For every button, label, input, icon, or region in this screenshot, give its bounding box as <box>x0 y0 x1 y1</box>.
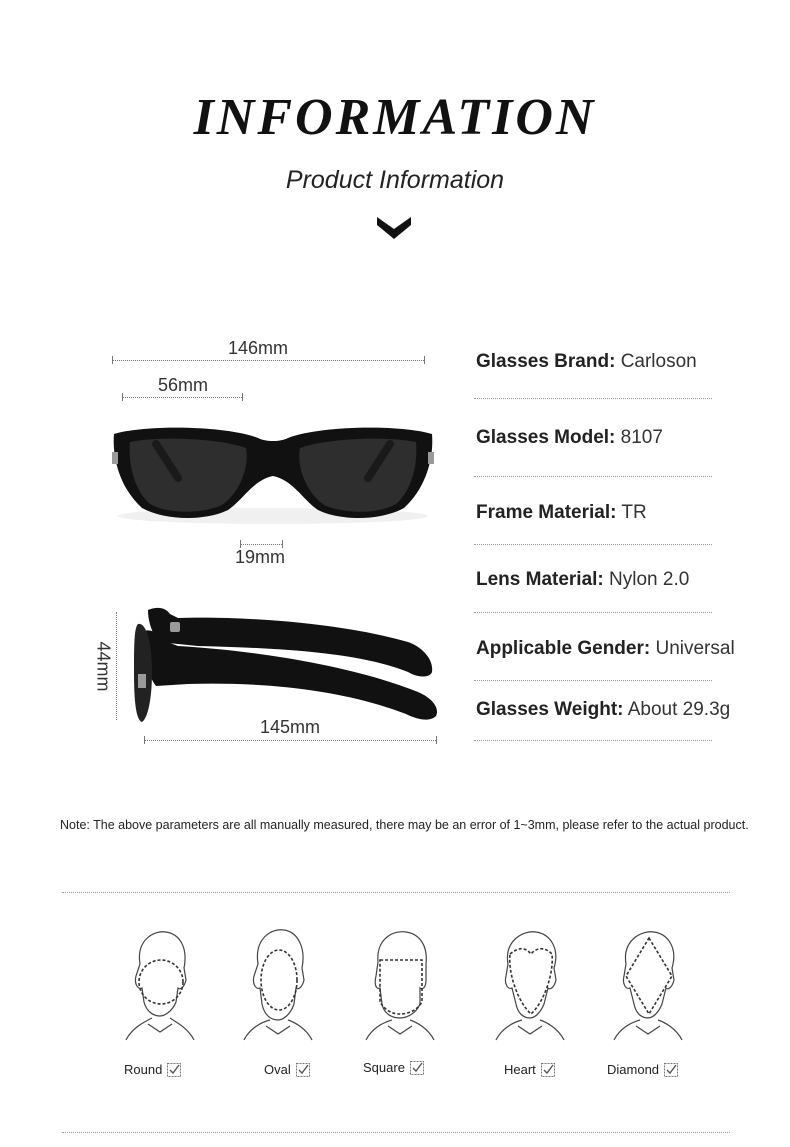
spec-frame-material <box>476 502 726 524</box>
check-icon <box>664 1063 678 1077</box>
round-face-icon <box>118 924 202 1042</box>
spec-divider <box>474 544 712 545</box>
page-title: INFORMATION <box>193 89 597 146</box>
lens-width-line <box>122 397 242 398</box>
section-divider <box>62 892 730 893</box>
face-label-square <box>363 1060 424 1075</box>
spec-value: TR <box>621 502 647 523</box>
face-shape-label: Oval <box>264 1062 291 1077</box>
spec-brand <box>476 351 726 373</box>
check-icon <box>541 1063 555 1077</box>
spec-key: Lens Material: <box>476 569 604 590</box>
face-label-diamond <box>607 1062 678 1077</box>
temple-length-label: 145mm <box>260 717 321 737</box>
lens-width-label: 56mm <box>158 375 209 395</box>
dim-tick <box>436 736 437 744</box>
spec-key: Glasses Weight: <box>476 699 624 720</box>
face-label-oval <box>264 1062 310 1077</box>
diamond-face-icon <box>606 924 690 1042</box>
face-shape-label: Square <box>363 1060 405 1075</box>
oval-face-icon <box>236 924 320 1042</box>
lens-height-line <box>116 612 117 720</box>
check-icon <box>410 1061 424 1075</box>
glasses-front-image <box>108 418 438 528</box>
spec-model <box>476 427 726 449</box>
heart-face-icon <box>488 924 572 1042</box>
spec-divider <box>474 476 712 477</box>
face-label-heart <box>504 1062 555 1077</box>
spec-key: Frame Material: <box>476 502 617 523</box>
bridge-line <box>240 544 282 545</box>
dim-tick <box>122 393 123 401</box>
dim-tick <box>424 356 425 364</box>
bridge-label: 19mm <box>235 547 286 567</box>
face-label-round <box>124 1062 181 1077</box>
measurement-note: Note: The above parameters are all manually measured, there may be an error of 1~3mm, please refer to the actual product. <box>60 818 749 832</box>
spec-value: About 29.3g <box>627 699 731 720</box>
temple-length-line <box>144 740 436 741</box>
spec-value: Carloson <box>620 351 697 372</box>
spec-key: Glasses Model: <box>476 427 616 448</box>
spec-lens-material <box>476 569 726 591</box>
total-width-line <box>112 360 424 361</box>
spec-weight <box>476 699 731 721</box>
chevron-down-icon <box>377 214 411 240</box>
face-shape-label: Heart <box>504 1062 536 1077</box>
page-subtitle: Product Information <box>285 166 505 194</box>
dim-tick <box>112 356 113 364</box>
dim-tick <box>242 393 243 401</box>
check-icon <box>167 1063 181 1077</box>
total-width-label: 146mm <box>228 338 289 358</box>
square-face-icon <box>358 924 442 1042</box>
glasses-side-image <box>118 602 448 727</box>
spec-divider <box>474 612 712 613</box>
spec-value: Nylon 2.0 <box>609 569 690 590</box>
spec-value: 8107 <box>620 427 663 448</box>
face-shape-label: Diamond <box>607 1062 660 1077</box>
spec-divider <box>474 740 712 741</box>
spec-key: Applicable Gender: <box>476 638 651 659</box>
spec-divider <box>474 680 712 681</box>
check-icon <box>296 1063 310 1077</box>
spec-divider <box>474 398 712 399</box>
dim-tick <box>144 736 145 744</box>
spec-key: Glasses Brand: <box>476 351 616 372</box>
lens-height-label: 44mm <box>93 641 114 692</box>
spec-gender <box>476 638 735 660</box>
spec-value: Universal <box>655 638 735 659</box>
bottom-divider <box>62 1132 730 1133</box>
face-shape-label: Round <box>124 1062 163 1077</box>
